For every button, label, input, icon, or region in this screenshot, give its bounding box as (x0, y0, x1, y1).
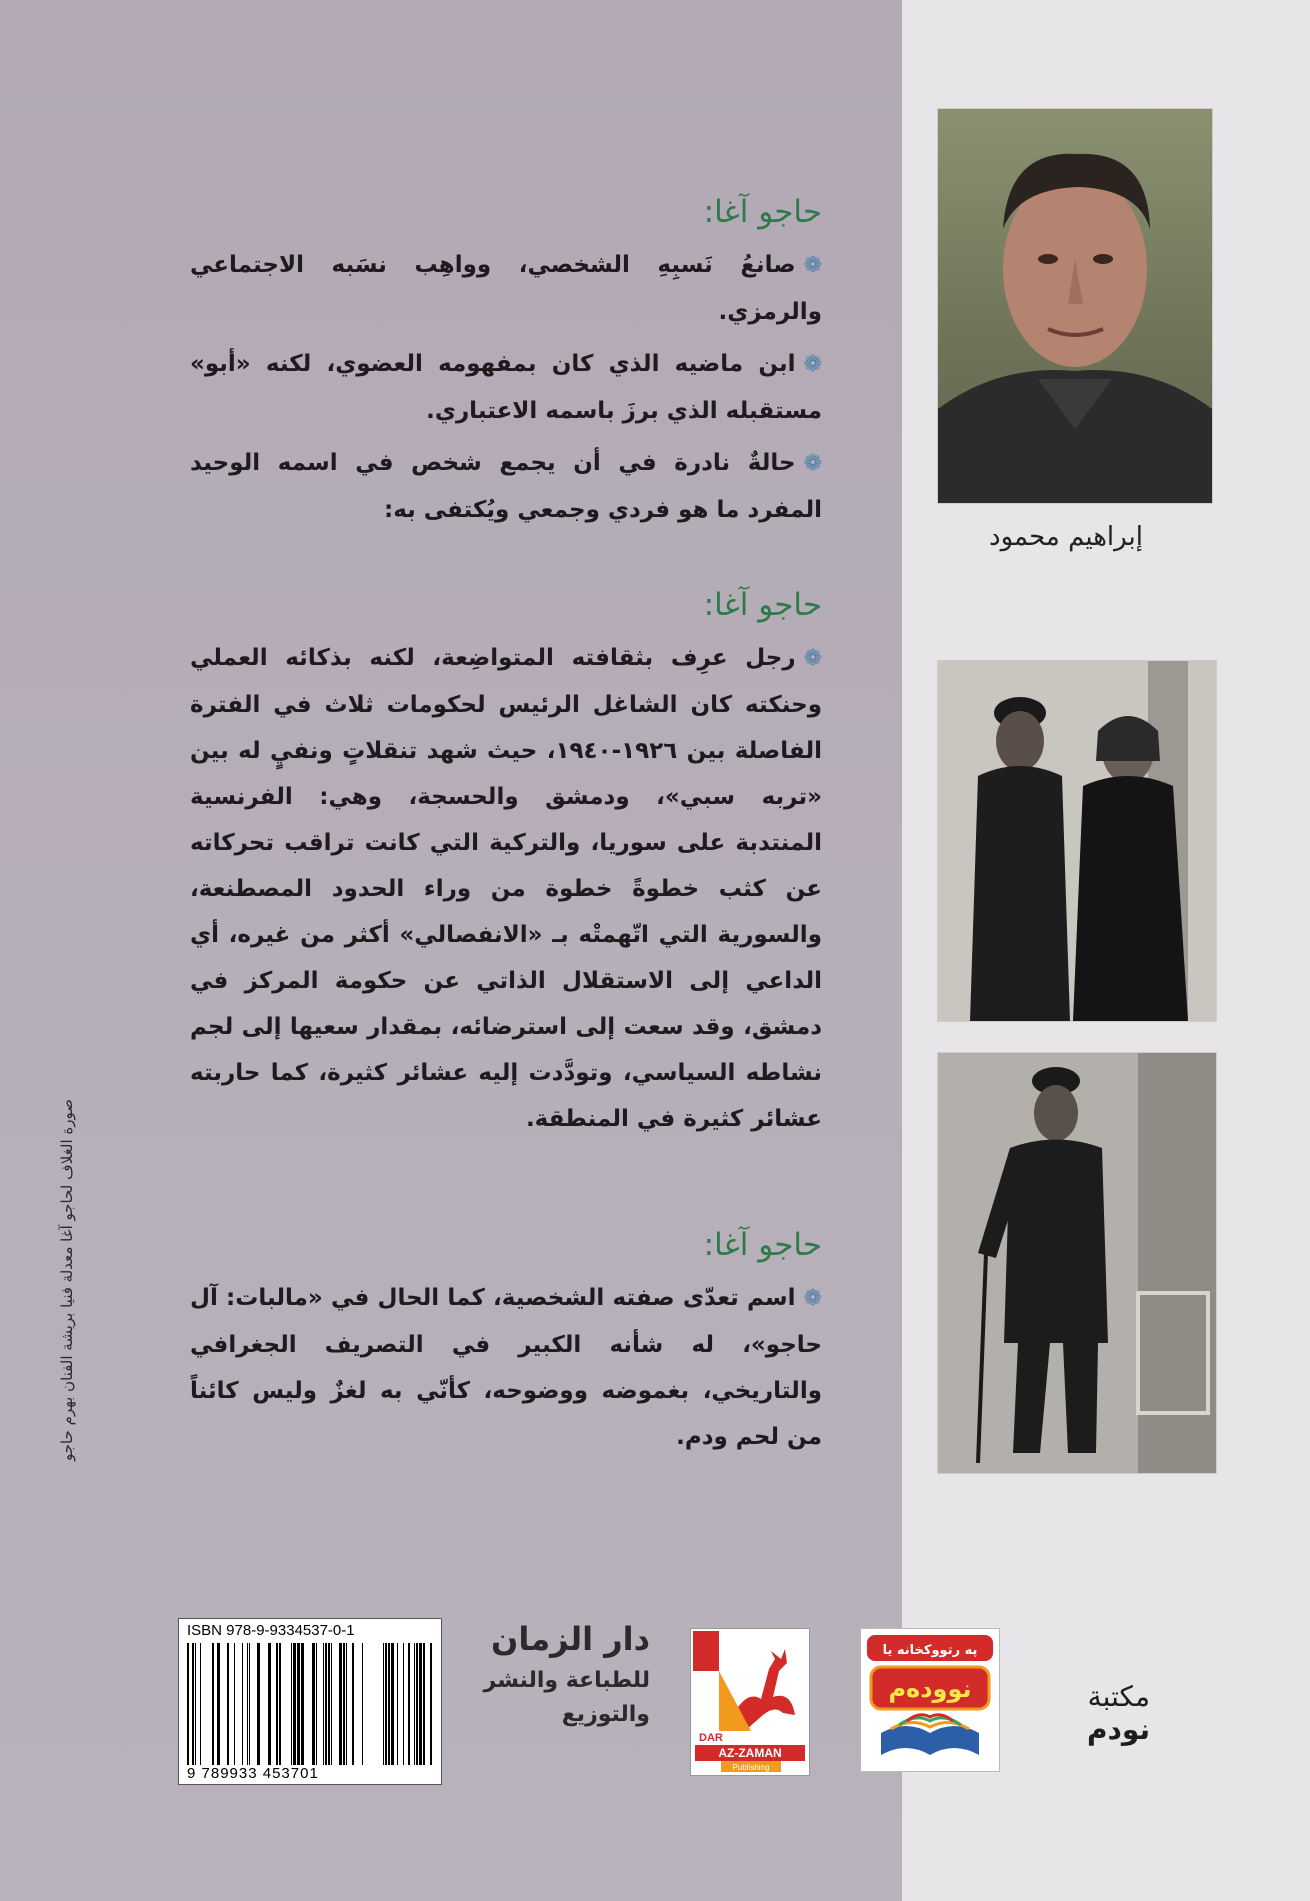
section-paragraph: ❁صانعُ نَسبِهِ الشخصي، وواهِب نسَبه الاجتماعي والرمزي. (190, 252, 822, 326)
asterisk-flower-icon: ❁ (803, 253, 822, 279)
isbn-label: ISBN 978-9-9334537-0-1 (187, 1622, 355, 1639)
section-paragraph: ❁رجل عرِف بثقافته المتواضِعة، لكنه بذكائه العملي وحنكته كان الشاغل الرئيس لحكومات ثلاث في الفترة الفاصلة بين ١٩٢٦-١٩٤٠، حيث شهد تنقلاتٍ ونفيٍ له بين «تربه سبي»، ودمشق والحسجة، وهي: الفرنسية المنتدبة على سوريا، والتركية التي كانت تراقب تحركاته عن كثب خطوةً خطوة من وراء الحدود المصطنعة، والسورية التي اتّهمتْه بـ «الانفصالي» أكثر من غيره، أي الداعي إلى الاستقلال الذاتي عن حكومة المركز في دمشق، وقد سعت إلى استرضائه، بمقدار سعيها إلى لجم نشاطه السياسي، وتودَّدت إليه عشائر كثيرة، كما حاربته عشائر كثيرة في المنطقة. (190, 645, 822, 1133)
section-paragraph: ❁حالةٌ نادرة في أن يجمع شخص في اسمه الوحيد المفرد ما هو فردي وجمعي ويُكتفى به: (190, 450, 822, 524)
library-label: مكتبة نودم (1087, 1680, 1150, 1746)
barcode-bars (187, 1643, 433, 1765)
section-1 (190, 192, 822, 539)
nwdm-top-text: په رتووکخانه یا (882, 1643, 978, 1658)
author-name: إبراهيم محمود (989, 522, 1143, 552)
logo-azzaman-text: AZ-ZAMAN (718, 1746, 782, 1760)
asterisk-flower-icon: ❁ (803, 352, 822, 378)
asterisk-flower-icon: ❁ (803, 1286, 822, 1312)
couple-photo (937, 660, 1217, 1022)
author-photo (937, 108, 1213, 504)
az-zaman-logo (690, 1628, 810, 1776)
section-3 (190, 1225, 822, 1466)
nwdm-library-logo (860, 1628, 1000, 1772)
section-2 (190, 585, 822, 1148)
publisher-name: دار الزمان للطباعة والنشر والتوزيع (483, 1620, 650, 1727)
logo-dar-text: DAR (699, 1732, 723, 1744)
section-paragraph: ❁ابن ماضيه الذي كان بمفهومه العضوي، لكنه «أبو» مستقبله الذي برزَ باسمه الاعتباري. (190, 351, 822, 425)
asterisk-flower-icon: ❁ (803, 451, 822, 477)
nwdm-main-text: نوودەم (888, 1675, 972, 1703)
isbn-barcode (178, 1618, 442, 1785)
section-heading: حاجو آغا: (703, 194, 822, 230)
barcode-digits: 9 789933 453701 (187, 1765, 319, 1782)
asterisk-flower-icon: ❁ (803, 646, 822, 672)
standing-man-photo (937, 1052, 1217, 1474)
section-heading: حاجو آغا: (703, 587, 822, 623)
section-heading: حاجو آغا: (703, 1227, 822, 1263)
logo-publishing-text: Publishing (732, 1763, 770, 1772)
cover-credit: صورة الغلاف لحاجو آغا معدلة فنيا بريشة الفنان بهرم حاجو (58, 1099, 76, 1461)
section-paragraph: ❁اسم تعدّى صفته الشخصية، كما الحال في «مالبات: آل حاجو»، له شأنه الكبير في التصريف الجغرافي والتاريخي، بغموضه ووضوحه، كأنّي به لغزٌ وليس كائناً من لحم ودم. (190, 1285, 822, 1451)
